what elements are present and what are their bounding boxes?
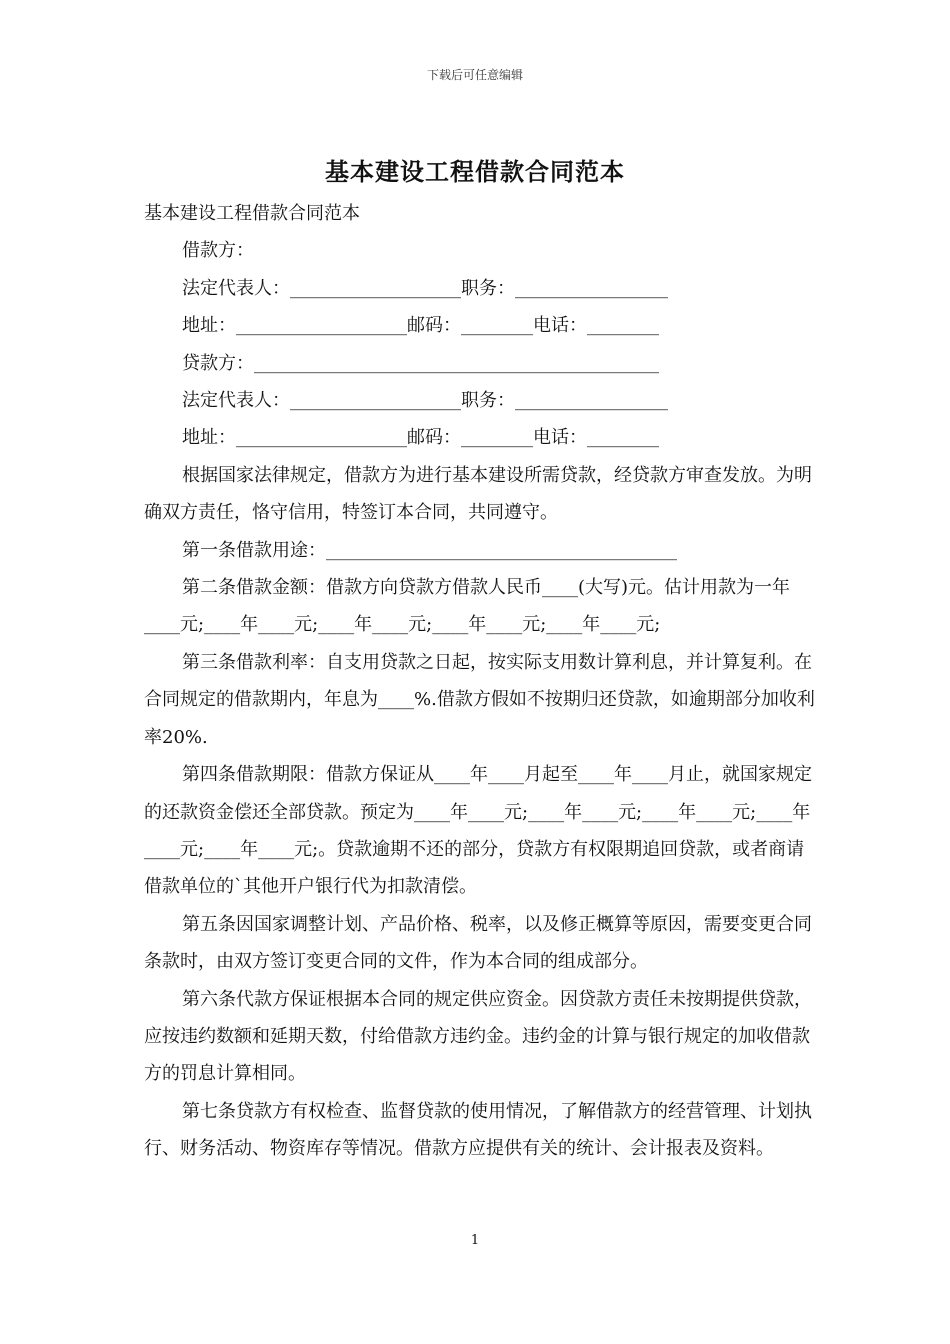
article-6: 第六条代款方保证根据本合同的规定供应资金。因贷款方责任未按期提供贷款，应按违约数额和延期天数，付给借款方违约金。违约金的计算与银行规定的加收借款方的罚息计算相同。 xyxy=(144,988,812,1085)
lender-address-line: 地址：___________________邮码：________电话：________ xyxy=(182,427,659,449)
lender-line: 贷款方：_____________________________________________ xyxy=(182,352,659,374)
contract-body xyxy=(144,195,816,1168)
document-title: 基本建设工程借款合同范本 xyxy=(325,157,625,186)
subtitle: 基本建设工程借款合同范本 xyxy=(144,203,360,224)
article-4: 第四条借款期限：借款方保证从____年____月起至____年____月止，就国家规定的还款资金偿还全部贷款。预定为____年____元;____年____元;____年____元;____年____元;____年____元;。贷款逾期不还的部分，贷款方有权限期追回贷款，或者商请借款单位的`其他开户银行代为扣款清偿。 xyxy=(144,764,812,898)
article-2: 第二条借款金额：借款方向贷款方借款人民币____(大写)元。估计用款为一年____元;____年____元;____年____元;____年____元;____年____元; xyxy=(144,577,791,636)
article-5: 第五条因国家调整计划、产品价格、税率，以及修正概算等原因，需要变更合同条款时，由双方签订变更合同的文件，作为本合同的组成部分。 xyxy=(144,913,812,973)
article-7: 第七条贷款方有权检查、监督贷款的使用情况，了解借款方的经营管理、计划执行、财务活动、物资库存等情况。借款方应提供有关的统计、会计报表及资料。 xyxy=(144,1100,812,1160)
borrower-representative-line: 法定代表人：___________________职务：_________________ xyxy=(182,277,668,299)
article-1: 第一条借款用途：_______________________________________ xyxy=(182,539,677,561)
lender-representative-line: 法定代表人：___________________职务：_________________ xyxy=(182,390,668,412)
preamble-paragraph: 根据国家法律规定，借款方为进行基本建设所需贷款，经贷款方审查发放。为明确双方责任，恪守信用，特签订本合同，共同遵守。 xyxy=(144,464,812,524)
borrower-line: 借款方： xyxy=(182,240,254,262)
borrower-address-line: 地址：___________________邮码：________电话：________ xyxy=(182,315,659,337)
header-note: 下载后可任意编辑 xyxy=(426,68,523,82)
article-3: 第三条借款利率：自支用贷款之日起，按实际支用数计算利息，并计算复利。在合同规定的借款期内，年息为____%.借款方假如不按期归还贷款，如逾期部分加收利率20%. xyxy=(144,651,815,748)
page-number: 1 xyxy=(470,1233,480,1248)
